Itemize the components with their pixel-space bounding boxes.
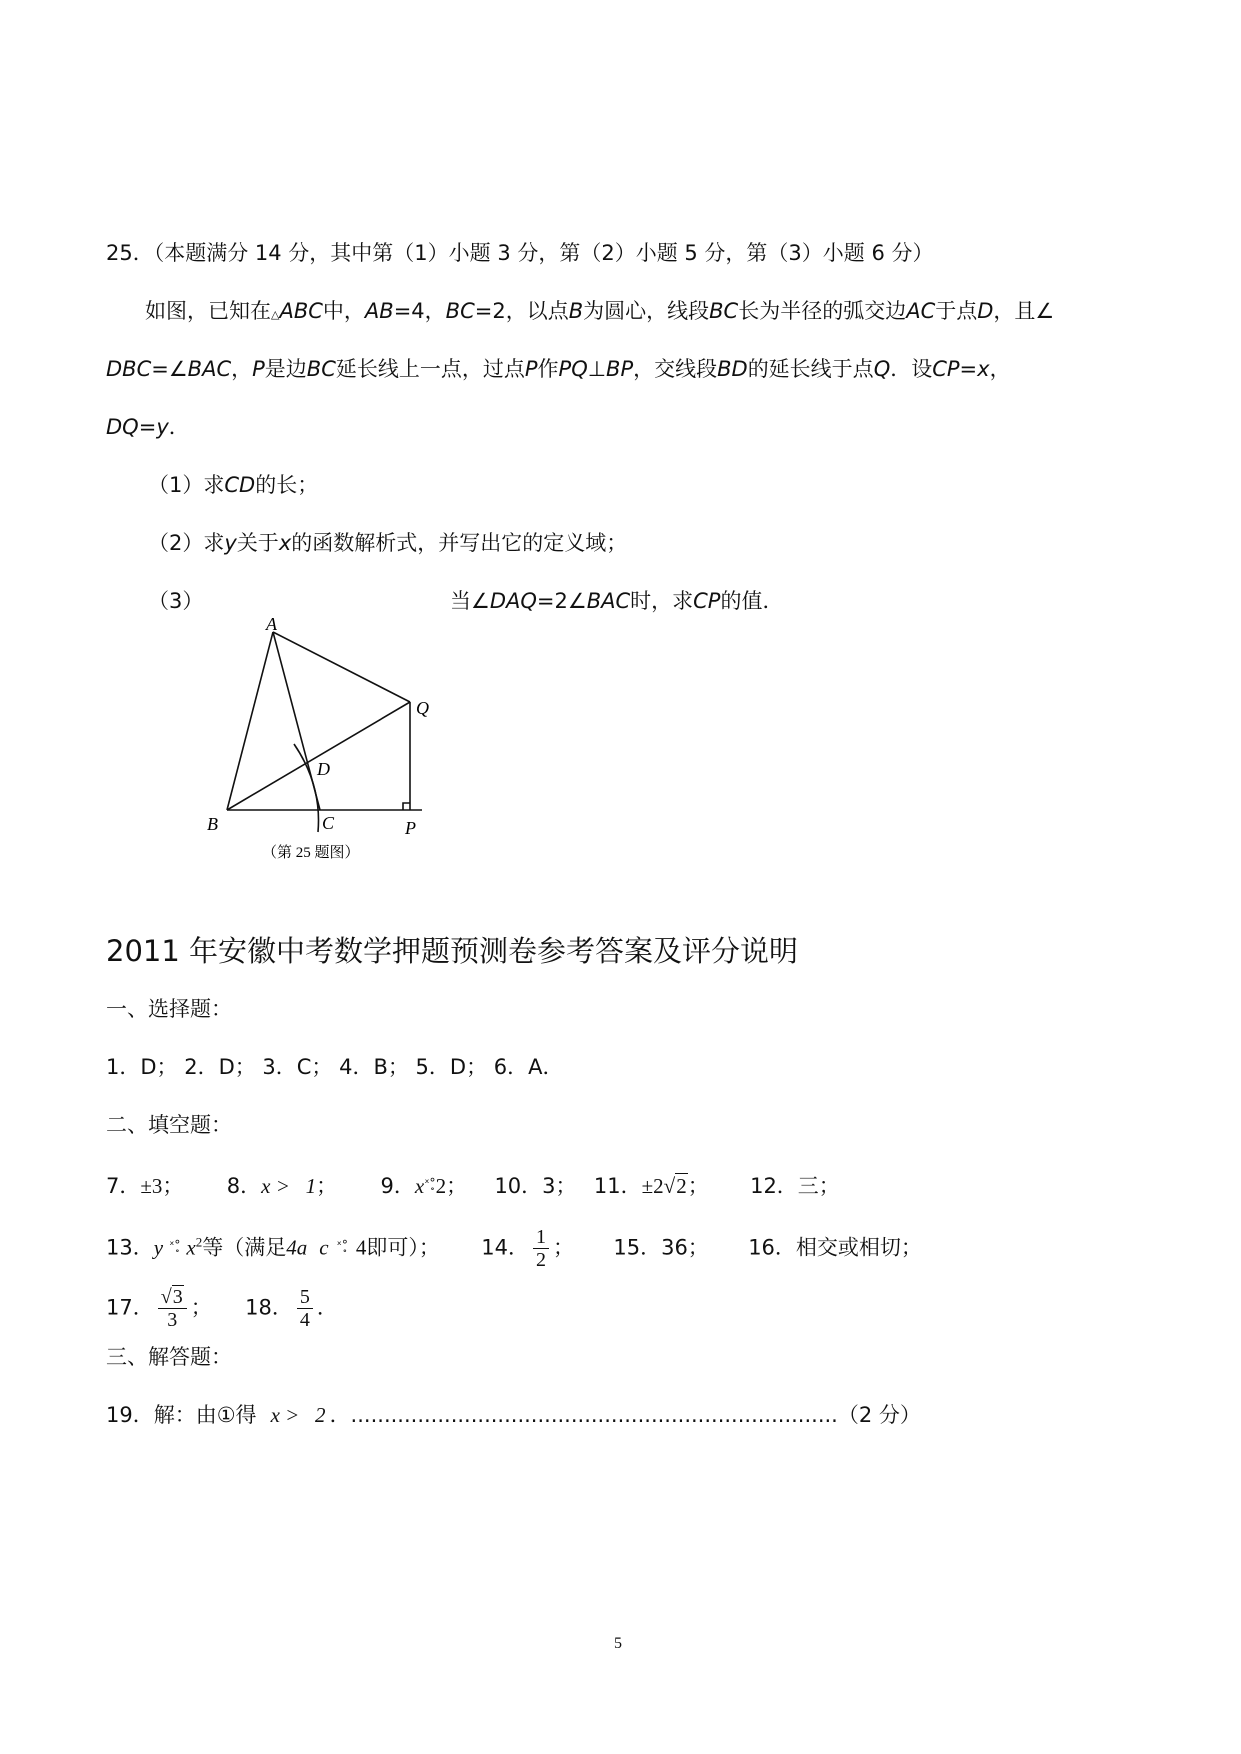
section-solutions: 三、解答题：	[106, 1345, 232, 1369]
label-d: D	[317, 759, 330, 779]
fraction-5-4: $\frac{5}{4}$	[297, 1286, 313, 1331]
problem-header: 25．（本题满分 14 分，其中第（1）小题 3 分，第（2）小题 5 分，第（3）小题 6 分）	[106, 241, 934, 265]
fill-in-answers-17-18: 17． $\frac{√3}{3}$ ； 18． $\frac{5}{4}$ ．	[106, 1286, 338, 1331]
label-a: A	[266, 614, 277, 634]
figure-caption: （第 25 题图）	[262, 845, 360, 861]
section-fill-in: 二、填空题：	[106, 1113, 232, 1137]
fill-in-answers-7-12: 7．±3； 8．x > 1； 9．$x^{ˣ^\circ̥}2$； 10．3； 11．±2√2； 12．三；	[106, 1174, 840, 1198]
question-3-text: 当∠DAQ=2∠BAC时，求CP的值．	[450, 589, 784, 613]
fraction-1-2: $\frac{1}{2}$	[533, 1226, 549, 1271]
label-b: B	[207, 814, 218, 834]
question-3-label: （3）	[148, 589, 204, 613]
fill-in-answers-13-16: 13．y $^{ˣ^\circ̥}$ $x^2$等（满足4a c $^{ˣ^\circ̥}$ 4即可）； 14． $\frac{1}{2}$ ； 15．36； 16．相交或相切；	[106, 1226, 922, 1271]
answers-title: 2011 年安徽中考数学押题预测卷参考答案及评分说明	[106, 934, 799, 968]
question-1: （1）求CD的长；	[148, 473, 319, 497]
problem-stem-line-1: 如图，已知在△ABC中，AB=4，BC=2，以点B为圆心，线段BC长为半径的弧交边AC于点D，且∠	[145, 299, 1055, 323]
segment-ab	[227, 632, 273, 810]
page-number: 5	[614, 1635, 622, 1652]
label-c: C	[322, 813, 335, 833]
segment-bq	[227, 702, 410, 810]
multiple-choice-answers: 1．D； 2．D； 3．C； 4．B； 5．D； 6．A．	[106, 1055, 564, 1079]
section-multiple-choice: 一、选择题：	[106, 997, 232, 1021]
fraction-sqrt3-3: $\frac{√3}{3}$	[158, 1286, 187, 1331]
solution-19-line: 19．解：由①得 x > 2 ．.........................................................................（2 分）	[106, 1403, 921, 1427]
problem-stem-line-2: DBC=∠BAC，P是边BC延长线上一点，过点P作PQ⊥BP，交线段BD的延长线于点Q．设CP=x，	[106, 357, 1011, 381]
right-angle-mark	[403, 803, 410, 810]
label-q: Q	[416, 698, 429, 718]
problem-stem-line-3: DQ=y．	[106, 415, 190, 439]
question-2: （2）求y关于x的函数解析式，并写出它的定义域；	[148, 531, 628, 555]
segment-aq	[273, 632, 410, 702]
label-p: P	[405, 818, 416, 838]
